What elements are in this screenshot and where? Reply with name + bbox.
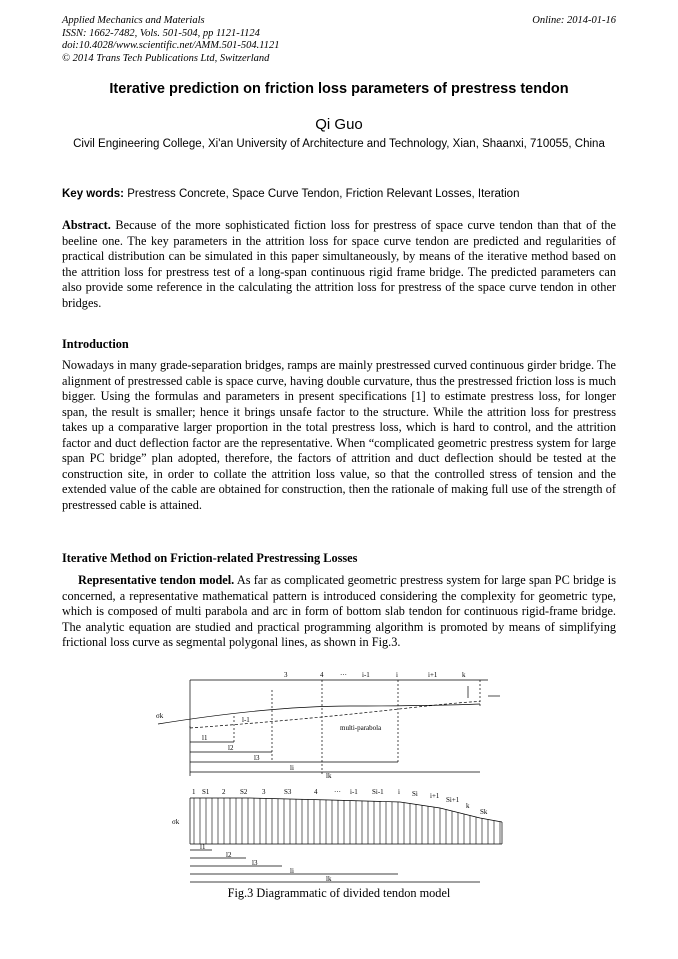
dim-lk-lower: lk bbox=[326, 875, 332, 883]
node-label-i-plus-1: i+1 bbox=[428, 671, 438, 679]
bottom-node-s1: S1 bbox=[202, 788, 210, 796]
dim-l1-upper: l1 bbox=[202, 734, 208, 742]
node-label-4: 4 bbox=[320, 671, 324, 679]
multi-parabola-curve bbox=[190, 702, 480, 728]
dim-l3-lower: l3 bbox=[252, 859, 258, 867]
author-name: Qi Guo bbox=[315, 116, 363, 133]
segment-label: l-1 bbox=[242, 716, 250, 724]
bottom-node-i: i bbox=[398, 788, 400, 796]
dim-l2-upper: l2 bbox=[228, 744, 234, 752]
stress-distribution-diagram bbox=[190, 798, 502, 844]
upper-tendon-profile bbox=[158, 680, 500, 776]
node-label-i: i bbox=[396, 671, 398, 679]
copyright-line: © 2014 Trans Tech Publications Ltd, Switzerland bbox=[62, 52, 270, 64]
abstract-text: Because of the more sophisticated fiction loss for prestress of space curve tendon than that of the beeline one. The key parameters in the attrition loss for space curve tendon are predicted and regularities of practical distribution can be simulated in this paper simultaneously, by means of the iterative method based on the attrition loss for prestress test of a long-span continuous rigid frame bridge. The predicted parameters can also provide some reference in the calculating the attrition loss for prestress of the space curve tendon in other bridges. bbox=[62, 218, 617, 310]
bottom-node-si-plus-1: Si+1 bbox=[446, 796, 460, 804]
sigma-k-label-lower: σk bbox=[172, 818, 180, 826]
bottom-node-sk: Sk bbox=[480, 808, 488, 816]
sigma-k-label-upper: σk bbox=[156, 712, 164, 720]
figure-caption: Fig.3 Diagrammatic of divided tendon model bbox=[227, 886, 451, 900]
keywords-text: Prestress Concrete, Space Curve Tendon, Friction Relevant Losses, Iteration bbox=[127, 188, 520, 200]
node-label-3: 3 bbox=[284, 671, 288, 679]
dim-l1-lower: l1 bbox=[200, 843, 206, 851]
bottom-node-s2: S2 bbox=[240, 788, 248, 796]
bottom-node-3: 3 bbox=[262, 788, 266, 796]
abstract-label: Abstract. bbox=[62, 218, 111, 232]
journal-header bbox=[62, 15, 616, 65]
tendon-diagram bbox=[150, 668, 530, 908]
section-heading-introduction: Introduction bbox=[62, 337, 129, 351]
bottom-node-dots: ··· bbox=[334, 788, 341, 796]
issn-line: ISSN: 1662-7482, Vols. 501-504, pp 1121-1124 bbox=[62, 27, 260, 39]
upper-labels bbox=[156, 671, 466, 780]
dim-l2-lower: l2 bbox=[226, 851, 232, 859]
node-label-dots: ··· bbox=[340, 671, 347, 679]
bottom-node-1: 1 bbox=[192, 788, 196, 796]
affiliation: Civil Engineering College, Xi'an University of Architecture and Technology, Xian, Shaanxi, 710055, China bbox=[73, 138, 605, 150]
representative-model-paragraph bbox=[62, 573, 616, 651]
dim-lk-upper: lk bbox=[326, 772, 332, 780]
online-date: Online: 2014-01-16 bbox=[532, 15, 616, 26]
node-label-i-minus-1: i-1 bbox=[362, 671, 370, 679]
lower-dimension-labels bbox=[200, 843, 332, 883]
abstract bbox=[62, 218, 616, 311]
paper-title: Iterative prediction on friction loss parameters of prestress tendon bbox=[109, 81, 569, 97]
node-label-k: k bbox=[462, 671, 466, 679]
bottom-node-s3: S3 bbox=[284, 788, 292, 796]
bottom-node-2: 2 bbox=[222, 788, 226, 796]
section-heading-iterative-method: Iterative Method on Friction-related Prestressing Losses bbox=[62, 551, 358, 565]
keywords bbox=[62, 188, 616, 200]
multi-parabola-label: multi-parabola bbox=[340, 724, 382, 732]
paragraph-lead: Representative tendon model. bbox=[78, 573, 235, 587]
lower-labels bbox=[172, 788, 488, 826]
keywords-label: Key words: bbox=[62, 188, 124, 200]
bottom-node-si: Si bbox=[412, 790, 418, 798]
tendon-curve bbox=[158, 704, 480, 724]
bottom-node-4: 4 bbox=[314, 788, 318, 796]
lower-dimension-lines bbox=[190, 850, 480, 882]
paragraph-text: As far as complicated geometric prestress system for large span PC bridge is concerned, a representative mathematical pattern is introduced considering the complexity for geometric type, which is composed of multi parabola and arc in form of bottom slab tendon for continuous rigid-frame bridge. The analytic equation are studied and practical programming algorithm is promoted by means of simplifying frictional loss curve as segmental polygonal lines, as shown in Fig.3. bbox=[62, 573, 616, 649]
figure-divided-tendon-model bbox=[150, 668, 530, 908]
bottom-node-si-minus-1: Si-1 bbox=[372, 788, 384, 796]
dim-li-upper: li bbox=[290, 764, 294, 772]
dim-l3-upper: l3 bbox=[254, 754, 260, 762]
stress-hatching bbox=[194, 798, 500, 844]
bottom-node-i-minus-1: i-1 bbox=[350, 788, 358, 796]
dim-li-lower: li bbox=[290, 867, 294, 875]
bottom-node-k: k bbox=[466, 802, 470, 810]
doi-line: doi:10.4028/www.scientific.net/AMM.501-504.1121 bbox=[62, 40, 280, 51]
introduction-paragraph: Nowadays in many grade-separation bridges, ramps are mainly prestressed curved continuous girder bridge. The alignment of prestressed cable is space curve, having double curvature, thus the prestressed friction loss is much bigger. Using the formulas and parameters in present specifications [1] to estimate prestress loss, for longer span, the result is smaller; hence it brings unsafe factor to the structure. While the attrition loss for prestress takes up a comparative larger proportion in the total prestress loss, which is hard to control, and the attrition factor and duct deflection factor are the representative. When “complicated geometric prestress system for large span PC bridge” plan adopted, therefore, the factors of attrition and duct deflection should be tested at the construction site, in order to collate the attrition loss value, so that the controlled stress of tension and the extended value of the cable are obtained for construction, then the rationale of making full use of the strength of prestressed cable is attained. bbox=[62, 358, 616, 512]
bottom-node-i-plus-1: i+1 bbox=[430, 792, 440, 800]
journal-name: Applied Mechanics and Materials bbox=[62, 15, 205, 26]
